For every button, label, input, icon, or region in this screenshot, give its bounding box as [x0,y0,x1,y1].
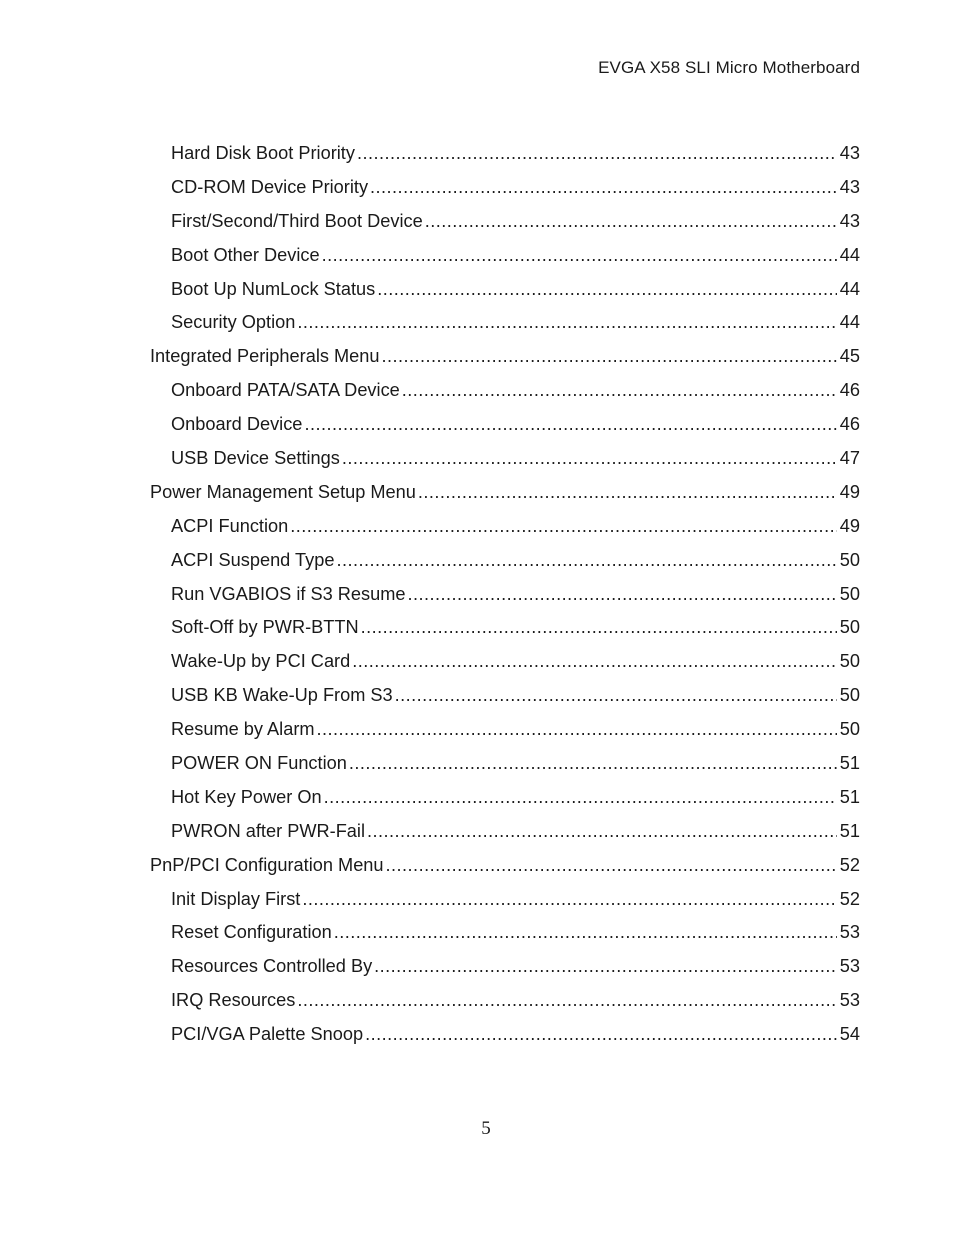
toc-entry[interactable] [150,956,860,990]
toc-dot-leader [408,584,837,605]
toc-entry[interactable] [150,245,860,279]
toc-entry[interactable] [150,346,860,380]
toc-dot-leader [370,177,837,198]
toc-entry-page: 45 [839,346,860,367]
toc-entry-page: 53 [839,922,860,943]
toc-entry[interactable] [150,922,860,956]
toc-dot-leader [386,855,837,876]
toc-entry[interactable] [150,279,860,313]
toc-entry-page: 43 [839,176,860,197]
toc-entry-page: 50 [839,651,860,672]
toc-dot-leader [365,1024,837,1045]
toc-dot-leader [382,346,837,367]
toc-dot-leader [297,990,836,1011]
toc-dot-leader [336,550,836,571]
toc-entry-title: Hot Key Power On [171,786,322,807]
toc-entry-title: ACPI Function [171,515,289,536]
toc-entry-title: Reset Configuration [171,922,332,943]
toc-dot-leader [425,211,837,232]
toc-entry-title: Integrated Peripherals Menu [150,346,380,367]
toc-entry-page: 51 [839,786,860,807]
toc-entry-title: Wake-Up by PCI Card [171,651,351,672]
toc-entry[interactable] [150,211,860,245]
toc-entry-title: Init Display First [171,888,301,909]
toc-entry-page: 46 [839,414,860,435]
toc-entry[interactable] [150,414,860,448]
toc-entry-page: 47 [839,448,860,469]
toc-entry-page: 52 [839,854,860,875]
toc-entry[interactable] [150,448,860,482]
toc-entry-title: Run VGABIOS if S3 Resume [171,583,406,604]
toc-entry[interactable] [150,821,860,855]
toc-entry-page: 44 [839,244,860,265]
toc-entry[interactable] [150,550,860,584]
toc-entry[interactable] [150,1024,860,1058]
toc-entry-page: 51 [839,820,860,841]
toc-entry-title: CD-ROM Device Priority [171,176,369,197]
toc-dot-leader [418,482,837,503]
toc-dot-leader [297,312,836,333]
toc-dot-leader [322,245,837,266]
toc-dot-leader [324,787,837,808]
toc-entry[interactable] [150,889,860,923]
toc-entry-page: 50 [839,685,860,706]
toc-entry-title: PCI/VGA Palette Snoop [171,1024,364,1045]
toc-entry-title: USB KB Wake-Up From S3 [171,685,393,706]
toc-entry-title: PnP/PCI Configuration Menu [150,854,384,875]
toc-entry[interactable] [150,651,860,685]
toc-dot-leader [395,685,837,706]
toc-dot-leader [357,143,837,164]
toc-entry[interactable] [150,990,860,1024]
toc-dot-leader [349,753,837,774]
toc-entry-title: USB Device Settings [171,448,340,469]
toc-entry-page: 52 [839,888,860,909]
toc-entry[interactable] [150,685,860,719]
toc-entry[interactable] [150,177,860,211]
toc-entry-title: Onboard Device [171,414,303,435]
toc-entry-title: POWER ON Function [171,753,347,774]
toc-dot-leader [290,516,837,537]
toc-dot-leader [352,651,837,672]
toc-entry[interactable] [150,482,860,516]
toc-entry-page: 44 [839,278,860,299]
toc-entry-title: Security Option [171,312,296,333]
toc-entry[interactable] [150,312,860,346]
toc-entry-page: 54 [839,1024,860,1045]
toc-entry[interactable] [150,855,860,889]
toc-dot-leader [302,889,836,910]
toc-entry-title: Soft-Off by PWR-BTTN [171,617,359,638]
toc-entry-page: 53 [839,956,860,977]
toc-entry-page: 43 [839,210,860,231]
toc-dot-leader [377,279,837,300]
toc-entry-title: Boot Other Device [171,244,320,265]
toc-entry-title: Hard Disk Boot Priority [171,143,355,163]
toc-entry-page: 49 [839,515,860,536]
toc-entry-title: ACPI Suspend Type [171,549,335,570]
toc-entry[interactable] [150,719,860,753]
page-number: 5 [481,1118,491,1139]
toc-dot-leader [402,380,837,401]
toc-entry-page: 43 [839,143,860,163]
toc-dot-leader [304,414,836,435]
toc-entry-title: Resources Controlled By [171,956,373,977]
toc-entry-page: 44 [839,312,860,333]
toc-dot-leader [361,617,837,638]
toc-entry[interactable] [150,584,860,618]
toc-entry[interactable] [150,516,860,550]
toc-entry[interactable] [150,617,860,651]
toc-entry-title: Power Management Setup Menu [150,481,416,502]
toc-entry-page: 46 [839,380,860,401]
toc-entry-page: 53 [839,990,860,1011]
toc-entry[interactable] [150,380,860,414]
toc-entry[interactable] [150,753,860,787]
toc-entry-title: First/Second/Third Boot Device [171,210,423,231]
toc-entry-page: 50 [839,549,860,570]
toc-entry-title: PWRON after PWR-Fail [171,820,366,841]
toc-entry-page: 50 [839,617,860,638]
toc-entry-title: IRQ Resources [171,990,296,1011]
toc-dot-leader [317,719,837,740]
toc-entry-page: 51 [839,753,860,774]
table-of-contents [150,143,860,1058]
toc-entry[interactable] [150,787,860,821]
toc-dot-leader [342,448,837,469]
toc-entry[interactable] [150,143,860,177]
running-header: EVGA X58 SLI Micro Motherboard [598,58,860,77]
toc-dot-leader [374,956,837,977]
toc-entry-page: 50 [839,583,860,604]
toc-dot-leader [367,821,837,842]
toc-entry-title: Boot Up NumLock Status [171,278,376,299]
toc-dot-leader [334,922,837,943]
toc-entry-page: 50 [839,719,860,740]
toc-entry-page: 49 [839,481,860,502]
toc-entry-title: Resume by Alarm [171,719,315,740]
toc-entry-title: Onboard PATA/SATA Device [171,380,400,401]
